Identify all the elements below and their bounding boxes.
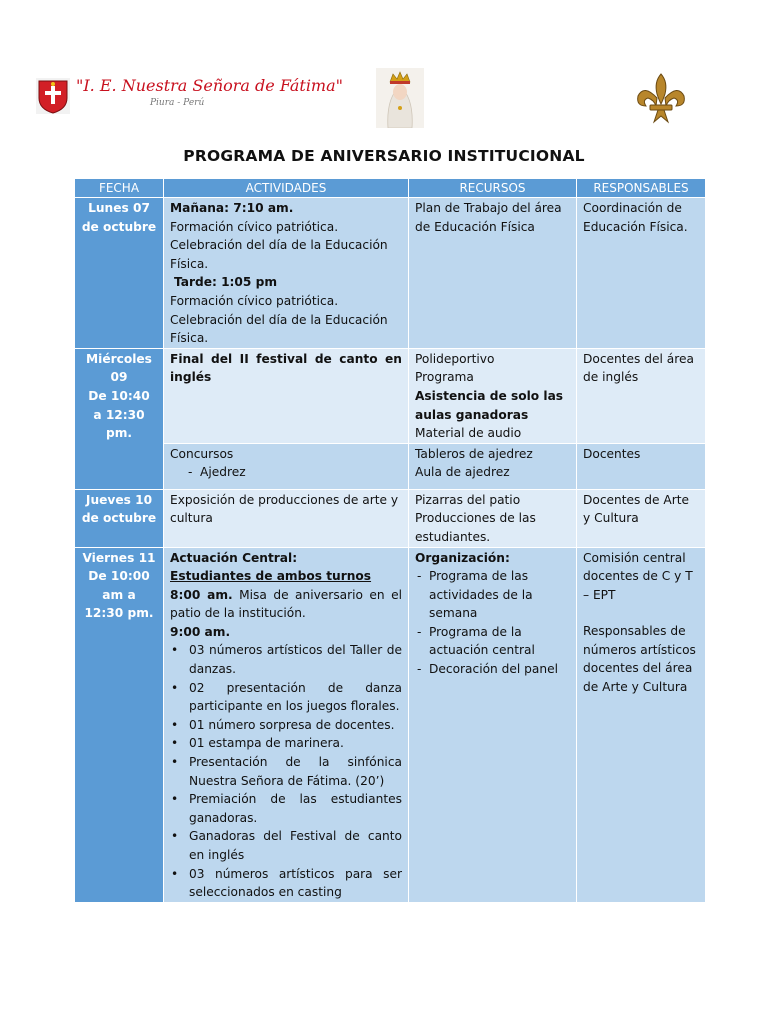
- column-header-fecha: FECHA: [75, 179, 164, 198]
- list-item: • Presentación de la sinfónica Nuestra Señora de Fátima. (20’): [189, 753, 402, 790]
- program-table: [74, 178, 706, 903]
- responsible-cell: Docentes del área de inglés: [577, 348, 706, 443]
- activities-cell: Mañana: 7:10 am. Formación cívico patriótica. Celebración del día de la Educación Física. Tarde: 1:05 pm Formación cívico patriótica. Celebración del día de la Educación Física.: [164, 198, 409, 349]
- list-item: • 03 números artísticos para ser seleccionados en casting: [189, 865, 402, 902]
- activities-cell: Exposición de producciones de arte y cultura: [164, 489, 409, 547]
- column-header-actividades: ACTIVIDADES: [164, 179, 409, 198]
- list-item: • 01 número sorpresa de docentes.: [189, 716, 402, 735]
- central-act-label: Actuación Central:: [170, 550, 298, 565]
- table-row: [75, 547, 706, 902]
- table-row: [75, 348, 706, 443]
- resources-cell: Pizarras del patio Producciones de las estudiantes.: [409, 489, 577, 547]
- list-item: • 03 números artísticos del Taller de danzas.: [189, 641, 402, 678]
- organization-label: Organización:: [415, 550, 510, 565]
- date-cell: Viernes 11 De 10:00 am a 12:30 pm.: [75, 547, 164, 902]
- fleur-de-lis-icon: [630, 68, 692, 128]
- responsible-cell: Docentes: [577, 443, 706, 489]
- responsible-cell: Coordinación de Educación Física.: [577, 198, 706, 349]
- list-item: - Ajedrez: [200, 463, 402, 482]
- activities-cell: Concursos - Ajedrez: [164, 443, 409, 489]
- page-title: PROGRAMA DE ANIVERSARIO INSTITUCIONAL: [183, 147, 585, 165]
- table-row: [75, 198, 706, 349]
- table-header-row: [75, 179, 706, 198]
- resources-cell: Polideportivo Programa Asistencia de solo las aulas ganadoras Material de audio: [409, 348, 577, 443]
- document-header: [0, 0, 768, 140]
- activities-cell: Final del II festival de canto en inglés: [164, 348, 409, 443]
- list-item: • 01 estampa de marinera.: [189, 734, 402, 753]
- resources-cell: Tableros de ajedrez Aula de ajedrez: [409, 443, 577, 489]
- virgin-of-fatima-image: [376, 68, 424, 128]
- list-item: • Ganadoras del Festival de canto en inglés: [189, 827, 402, 864]
- list-item: - Programa de la actuación central: [429, 623, 570, 660]
- table-row: [75, 489, 706, 547]
- list-item: • Premiación de las estudiantes ganadoras.: [189, 790, 402, 827]
- responsible-cell: Comisión central docentes de C y T – EPT Responsables de números artísticos docentes del área de Arte y Cultura: [577, 547, 706, 902]
- school-city: Piura - Perú: [150, 98, 205, 108]
- school-crest-logo: [36, 78, 70, 114]
- list-item: • 02 presentación de danza participante en los juegos florales.: [189, 679, 402, 716]
- resources-cell: [409, 547, 577, 902]
- list-item: - Programa de las actividades de la semana: [429, 567, 570, 623]
- activities-cell: Actuación Central: Estudiantes de ambos turnos 8:00 am. Misa de aniversario en el patio de la institución. 9:00 am. • 03 números artísticos del Taller de danzas. • 02 presentación de danza participante en los juegos florales. • 01 número sorpresa de docentes. • 01 estampa de marinera. • Presentación de la sinfónica Nuestra Señora de Fátima. (20’) • Premiación de las estudiantes ganadoras. • Ganadoras del Festival de canto en inglés • 03 números artísticos para ser seleccionados en casting: [164, 547, 409, 902]
- resources-cell: Plan de Trabajo del área de Educación Física: [409, 198, 577, 349]
- school-name: "I. E. Nuestra Señora de Fátima": [76, 76, 343, 95]
- column-header-recursos: RECURSOS: [409, 179, 577, 198]
- column-header-responsables: RESPONSABLES: [577, 179, 706, 198]
- date-cell: Lunes 07 de octubre: [75, 198, 164, 349]
- morning-label: Mañana: 7:10 am.: [170, 201, 294, 215]
- date-cell: Miércoles 09 De 10:40 a 12:30 pm.: [75, 348, 164, 489]
- date-cell: Jueves 10 de octubre: [75, 489, 164, 547]
- afternoon-label: Tarde: 1:05 pm: [174, 275, 278, 290]
- list-item: - Decoración del panel: [429, 660, 570, 679]
- central-act-subtitle: Estudiantes de ambos turnos: [170, 569, 372, 584]
- table-row: [75, 443, 706, 489]
- responsible-cell: Docentes de Arte y Cultura: [577, 489, 706, 547]
